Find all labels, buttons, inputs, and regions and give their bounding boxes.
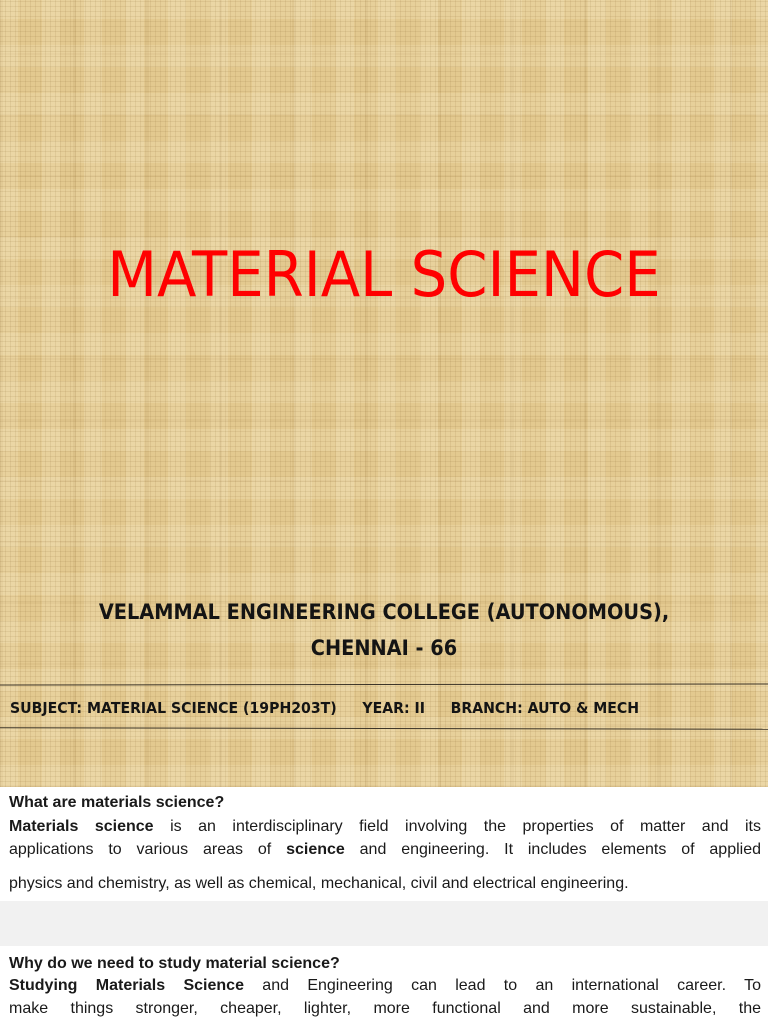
section-question: What are materials science? xyxy=(9,794,225,811)
paragraph-line-1: Materials science is an interdisciplinary field involving the properties of matter and its xyxy=(9,818,761,835)
bold-term: Studying Materials Science xyxy=(9,977,244,994)
paragraph-line-2: make things stronger, cheaper, lighter, more functional and more sustainable, the xyxy=(9,1000,761,1017)
course-info-line xyxy=(10,697,715,719)
paragraph-line-1: Studying Materials Science and Engineering can lead to an international career. To xyxy=(9,977,761,994)
paragraph-line-2: applications to various areas of science and engineering. It includes elements of applied xyxy=(9,841,762,858)
page-gap xyxy=(0,901,768,946)
college-line-2: CHENNAI - 66 xyxy=(310,636,458,660)
top-divider-line xyxy=(0,683,768,685)
paragraph-line-3: physics and chemistry, as well as chemical, mechanical, civil and electrical engineering. xyxy=(9,875,629,892)
slide-title: MATERIAL SCIENCE xyxy=(107,238,661,311)
reason-section xyxy=(0,946,768,1024)
section-question: Why do we need to study material science? xyxy=(9,955,340,972)
college-name xyxy=(31,594,738,666)
definition-section xyxy=(0,787,768,901)
subject-label: SUBJECT: MATERIAL SCIENCE (19PH203T) xyxy=(10,699,337,717)
college-line-1: VELAMMAL ENGINEERING COLLEGE (AUTONOMOUS), xyxy=(98,600,670,624)
bold-term: science xyxy=(286,841,345,858)
year-label: YEAR: II xyxy=(362,699,426,717)
bold-term: Materials science xyxy=(9,818,154,835)
bottom-divider-line xyxy=(0,727,768,730)
branch-label: BRANCH: AUTO & MECH xyxy=(450,699,640,717)
